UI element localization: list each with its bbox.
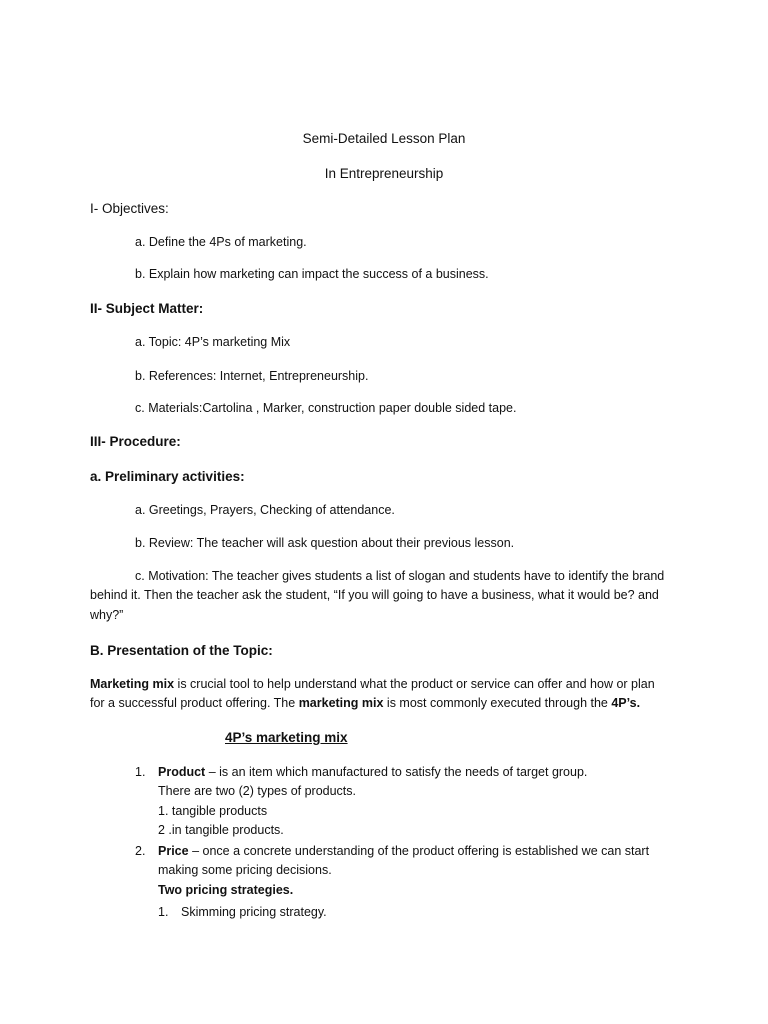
- motivation-line: why?”: [90, 608, 124, 622]
- objective-item: b. Explain how marketing can impact the success of a business.: [135, 267, 489, 281]
- preliminary-item: b. Review: The teacher will ask question about their previous lesson.: [135, 536, 515, 550]
- list-item: [158, 765, 587, 779]
- list-term: Product: [158, 765, 206, 779]
- objective-item: a. Define the 4Ps of marketing.: [135, 235, 307, 249]
- subject-matter-heading: II- Subject Matter:: [90, 301, 204, 316]
- list-subline: 1. tangible products: [158, 804, 268, 818]
- document-subtitle: In Entrepreneurship: [324, 166, 444, 181]
- intro-text: for a successful product offering. The: [90, 696, 299, 710]
- intro-term: 4P’s.: [611, 696, 641, 710]
- preliminary-item: a. Greetings, Prayers, Checking of attendance.: [135, 503, 395, 517]
- subject-matter-item: a. Topic: 4P’s marketing Mix: [135, 335, 291, 349]
- list-text: – once a concrete understanding of the product offering is established we can start: [188, 844, 650, 858]
- mix-heading: 4P’s marketing mix: [225, 730, 348, 745]
- motivation-line: behind it. Then the teacher ask the student, “If you will going to have a business, what it would be? and: [90, 588, 659, 602]
- list-term: Price: [158, 844, 189, 858]
- intro-paragraph-line: [90, 677, 655, 691]
- list-number: 1.: [135, 765, 146, 779]
- list-number: 2.: [135, 844, 146, 858]
- preliminary-heading: a. Preliminary activities:: [90, 469, 245, 484]
- subject-matter-item: c. Materials:Cartolina , Marker, construction paper double sided tape.: [135, 401, 517, 415]
- intro-term: marketing mix: [298, 696, 384, 710]
- list-text: – is an item which manufactured to satisfy the needs of target group.: [205, 765, 588, 779]
- objectives-heading: I- Objectives:: [90, 201, 169, 216]
- intro-term: Marketing mix: [90, 677, 175, 691]
- intro-paragraph-line: [90, 696, 640, 710]
- strategy-item: Skimming pricing strategy.: [181, 905, 327, 919]
- strategies-heading: Two pricing strategies.: [158, 883, 294, 897]
- subject-matter-item: b. References: Internet, Entrepreneurship.: [135, 369, 369, 383]
- strategy-number: 1.: [158, 905, 169, 919]
- list-subline: 2 .in tangible products.: [158, 823, 284, 837]
- list-subline: making some pricing decisions.: [158, 863, 332, 877]
- presentation-heading: B. Presentation of the Topic:: [90, 643, 273, 658]
- intro-text: is crucial tool to help understand what the product or service can offer and how or plan: [174, 677, 655, 691]
- motivation-line: c. Motivation: The teacher gives students a list of slogan and students have to identify the brand: [135, 569, 665, 583]
- list-item: [158, 844, 649, 858]
- intro-text: is most commonly executed through the: [383, 696, 612, 710]
- procedure-heading: III- Procedure:: [90, 434, 181, 449]
- list-subline: There are two (2) types of products.: [158, 784, 357, 798]
- document-title: Semi-Detailed Lesson Plan: [302, 131, 466, 146]
